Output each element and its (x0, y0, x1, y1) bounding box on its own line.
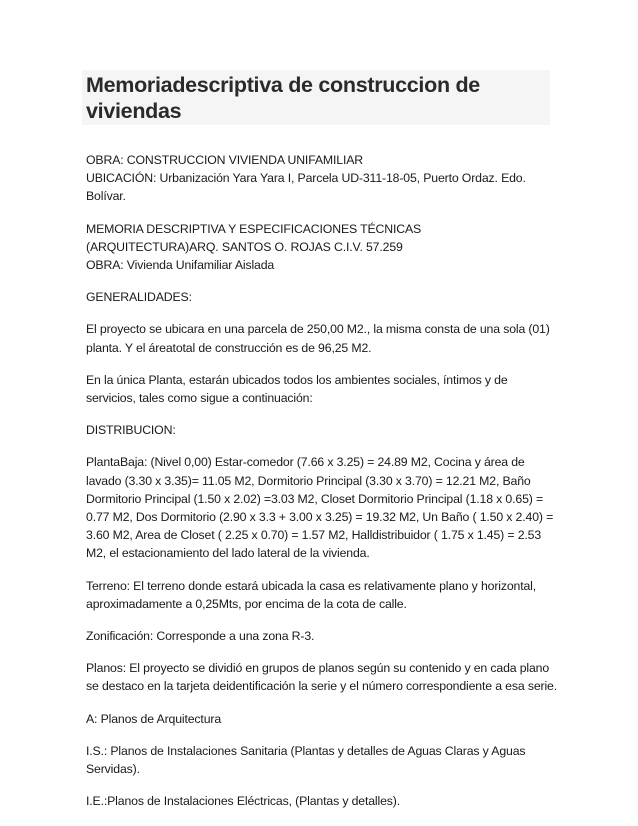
document-title: Memoriadescriptiva de construccion de viviendas (86, 73, 480, 123)
paragraph-planos-arquitectura: A: Planos de Arquitectura (86, 711, 222, 726)
paragraph-planta-unica: En la única Planta, estarán ubicados todos los ambientes sociales, íntimos y de servicios, tales como sigue a continuación: (86, 372, 508, 406)
paragraph-zonificacion: Zonificación: Corresponde a una zona R-3. (86, 629, 315, 644)
document-body (86, 151, 558, 824)
paragraph-distribucion-heading: DISTRIBUCION: (86, 423, 176, 438)
paragraph-instalaciones-sanitarias: I.S.: Planos de Instalaciones Sanitaria (Plantas y detalles de Aguas Claras y Aguas Servidas). (86, 743, 526, 777)
title-block (82, 70, 550, 125)
paragraph-generalidades-heading: GENERALIDADES: (86, 290, 192, 305)
paragraph-terreno: Terreno: El terreno donde estará ubicada la casa es relativamente plano y horizontal, aproximadamente a 0,25Mts, por encima de la cota de calle. (86, 578, 537, 611)
paragraph-proyecto: El proyecto se ubicara en una parcela de 250,00 M2., la misma consta de una sola (01) planta. Y el áreatotal de construcción es de 96,25 M2. (86, 322, 550, 355)
paragraph-obra-ubicacion: OBRA: CONSTRUCCION VIVIENDA UNIFAMILIAR UBICACIÓN: Urbanización Yara Yara I, Parcela UD-311-18-05, Puerto Ordaz. Edo. Bolívar. (86, 153, 526, 204)
paragraph-planta-baja: PlantaBaja: (Nivel 0,00) Estar-comedor (7.66 x 3.25) = 24.89 M2, Cocina y área de lavado (3.30 x 3.35)= 11.05 M2, Dormitorio Principal (3.30 x 3.70) = 12.21 M2, Baño Dormitorio Principal (1.50 x 2.02) =3.03 M2, Closet Dormitorio Principal (1.18 x 0.65) = 0.77 M2, Dos Dormitorio (2.90 x 3.3 + 3.00 x 3.25) = 19.32 M2, Un Baño ( 1.50 x 2.40) = 3.60 M2, Area de Closet ( 2.25 x 0.70) = 1.57 M2, Halldistribuidor ( 1.75 x 1.45) = 2.53 M2, el estacionamiento del lado lateral de la vivienda. (86, 455, 554, 561)
paragraph-memoria: MEMORIA DESCRIPTIVA Y ESPECIFICACIONES TÉCNICAS (ARQUITECTURA)ARQ. SANTOS O. ROJAS C.I.V. 57.259 OBRA: Vivienda Unifamiliar Aislada (86, 221, 422, 273)
paragraph-instalaciones-electricas: I.E.:Planos de Instalaciones Eléctricas, (Plantas y detalles). (86, 794, 400, 809)
paragraph-planos: Planos: El proyecto se dividió en grupos de planos según su contenido y en cada plano se destaco en la tarjeta deidentificación la serie y el número correspondiente a esa serie. (86, 661, 557, 694)
